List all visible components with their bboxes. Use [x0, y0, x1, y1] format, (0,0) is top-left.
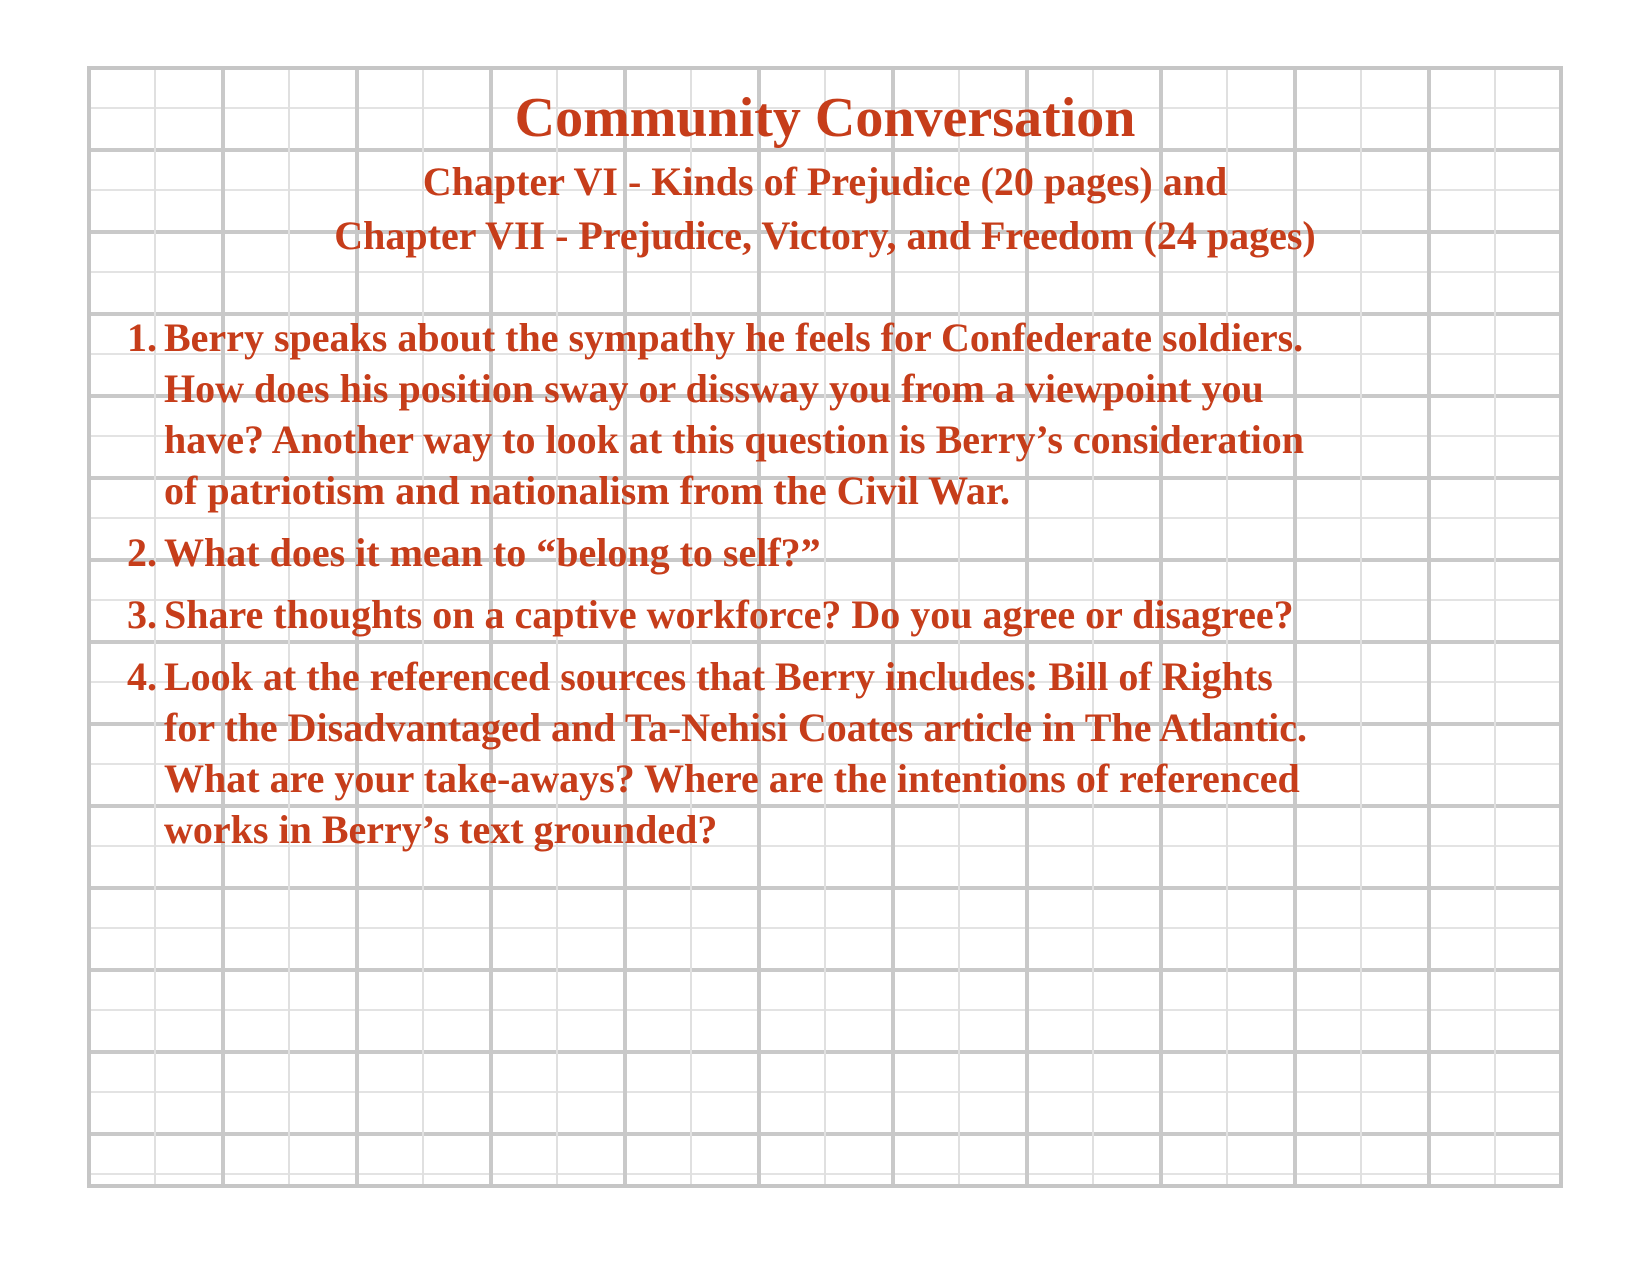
question-text-line: works in Berry’s text grounded? [164, 807, 718, 852]
question-item-1 [127, 312, 1547, 516]
question-item-4 [127, 651, 1547, 855]
slide-page [87, 66, 1563, 1188]
question-item-2 [127, 527, 1547, 578]
question-text-line: Berry speaks about the sympathy he feels for Confederate soldiers. [164, 315, 1304, 360]
question-text-line: of patriotism and nationalism from the Civil War. [164, 468, 1010, 513]
question-text-line: have? Another way to look at this question is Berry’s consideration [164, 417, 1305, 462]
slide-subtitle-line-1: Chapter VI - Kinds of Prejudice (20 pages) and [422, 159, 1228, 204]
question-list [127, 312, 1547, 866]
question-number: 1. [127, 315, 157, 360]
question-text-line: How does his position sway or dissway you from a viewpoint you [164, 366, 1264, 411]
slide-subtitle-line-2: Chapter VII - Prejudice, Victory, and Freedom (24 pages) [334, 213, 1316, 258]
question-text-line: What does it mean to “belong to self?” [164, 530, 821, 575]
question-text-line: for the Disadvantaged and Ta-Nehisi Coates article in The Atlantic. [164, 705, 1308, 750]
question-number: 4. [127, 654, 157, 699]
question-number: 3. [127, 592, 157, 637]
slide-title: Community Conversation [514, 87, 1136, 149]
question-text-line: Share thoughts on a captive workforce? Do you agree or disagree? [164, 592, 1294, 637]
question-text-line: What are your take-aways? Where are the intentions of referenced [164, 756, 1300, 801]
question-item-3 [127, 589, 1547, 640]
question-number: 2. [127, 530, 157, 575]
slide-content [91, 70, 1559, 1184]
question-text-line: Look at the referenced sources that Berry includes: Bill of Rights [164, 654, 1273, 699]
